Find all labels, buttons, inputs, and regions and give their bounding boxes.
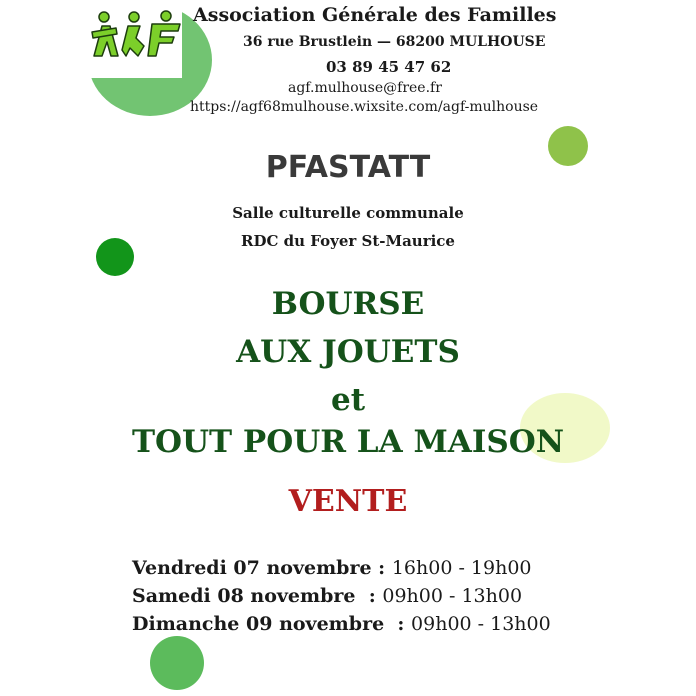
organization-email: agf.mulhouse@free.fr — [288, 80, 442, 96]
schedule-hours: 09h00 - 13h00 — [411, 613, 551, 635]
venue-line-2: RDC du Foyer St-Maurice — [241, 232, 455, 250]
organization-phone: 03 89 45 47 62 — [326, 58, 452, 76]
venue-line-1: Salle culturelle communale — [232, 204, 464, 222]
schedule-day: Dimanche 09 novembre — [132, 613, 385, 635]
city-title: PFASTATT — [265, 150, 431, 185]
organization-address: 36 rue Brustlein — 68200 MULHOUSE — [243, 34, 546, 50]
schedule-separator: : — [371, 557, 392, 579]
event-title-line-4: TOUT POUR LA MAISON — [131, 424, 565, 460]
organization-website: https://agf68mulhouse.wixsite.com/agf-mulhouse — [190, 99, 539, 115]
schedule-separator: : — [355, 585, 383, 607]
schedule-separator: : — [384, 613, 412, 635]
decorative-circle-bottom — [150, 636, 204, 690]
schedule-item — [132, 557, 532, 579]
schedule-hours: 16h00 - 19h00 — [391, 557, 532, 579]
event-title-line-1: BOURSE — [271, 286, 425, 322]
schedule-day: Samedi 08 novembre — [132, 585, 356, 607]
agf-logo-icon — [90, 10, 182, 60]
schedule-item — [132, 613, 551, 635]
organization-name: Association Générale des Familles — [193, 4, 557, 26]
event-type: VENTE — [288, 484, 408, 519]
event-title-line-2: AUX JOUETS — [236, 334, 460, 370]
schedule-hours: 09h00 - 13h00 — [382, 585, 523, 607]
schedule-item — [132, 585, 522, 607]
schedule-day: Vendredi 07 novembre — [132, 557, 372, 579]
event-title-line-3: et — [330, 382, 366, 418]
